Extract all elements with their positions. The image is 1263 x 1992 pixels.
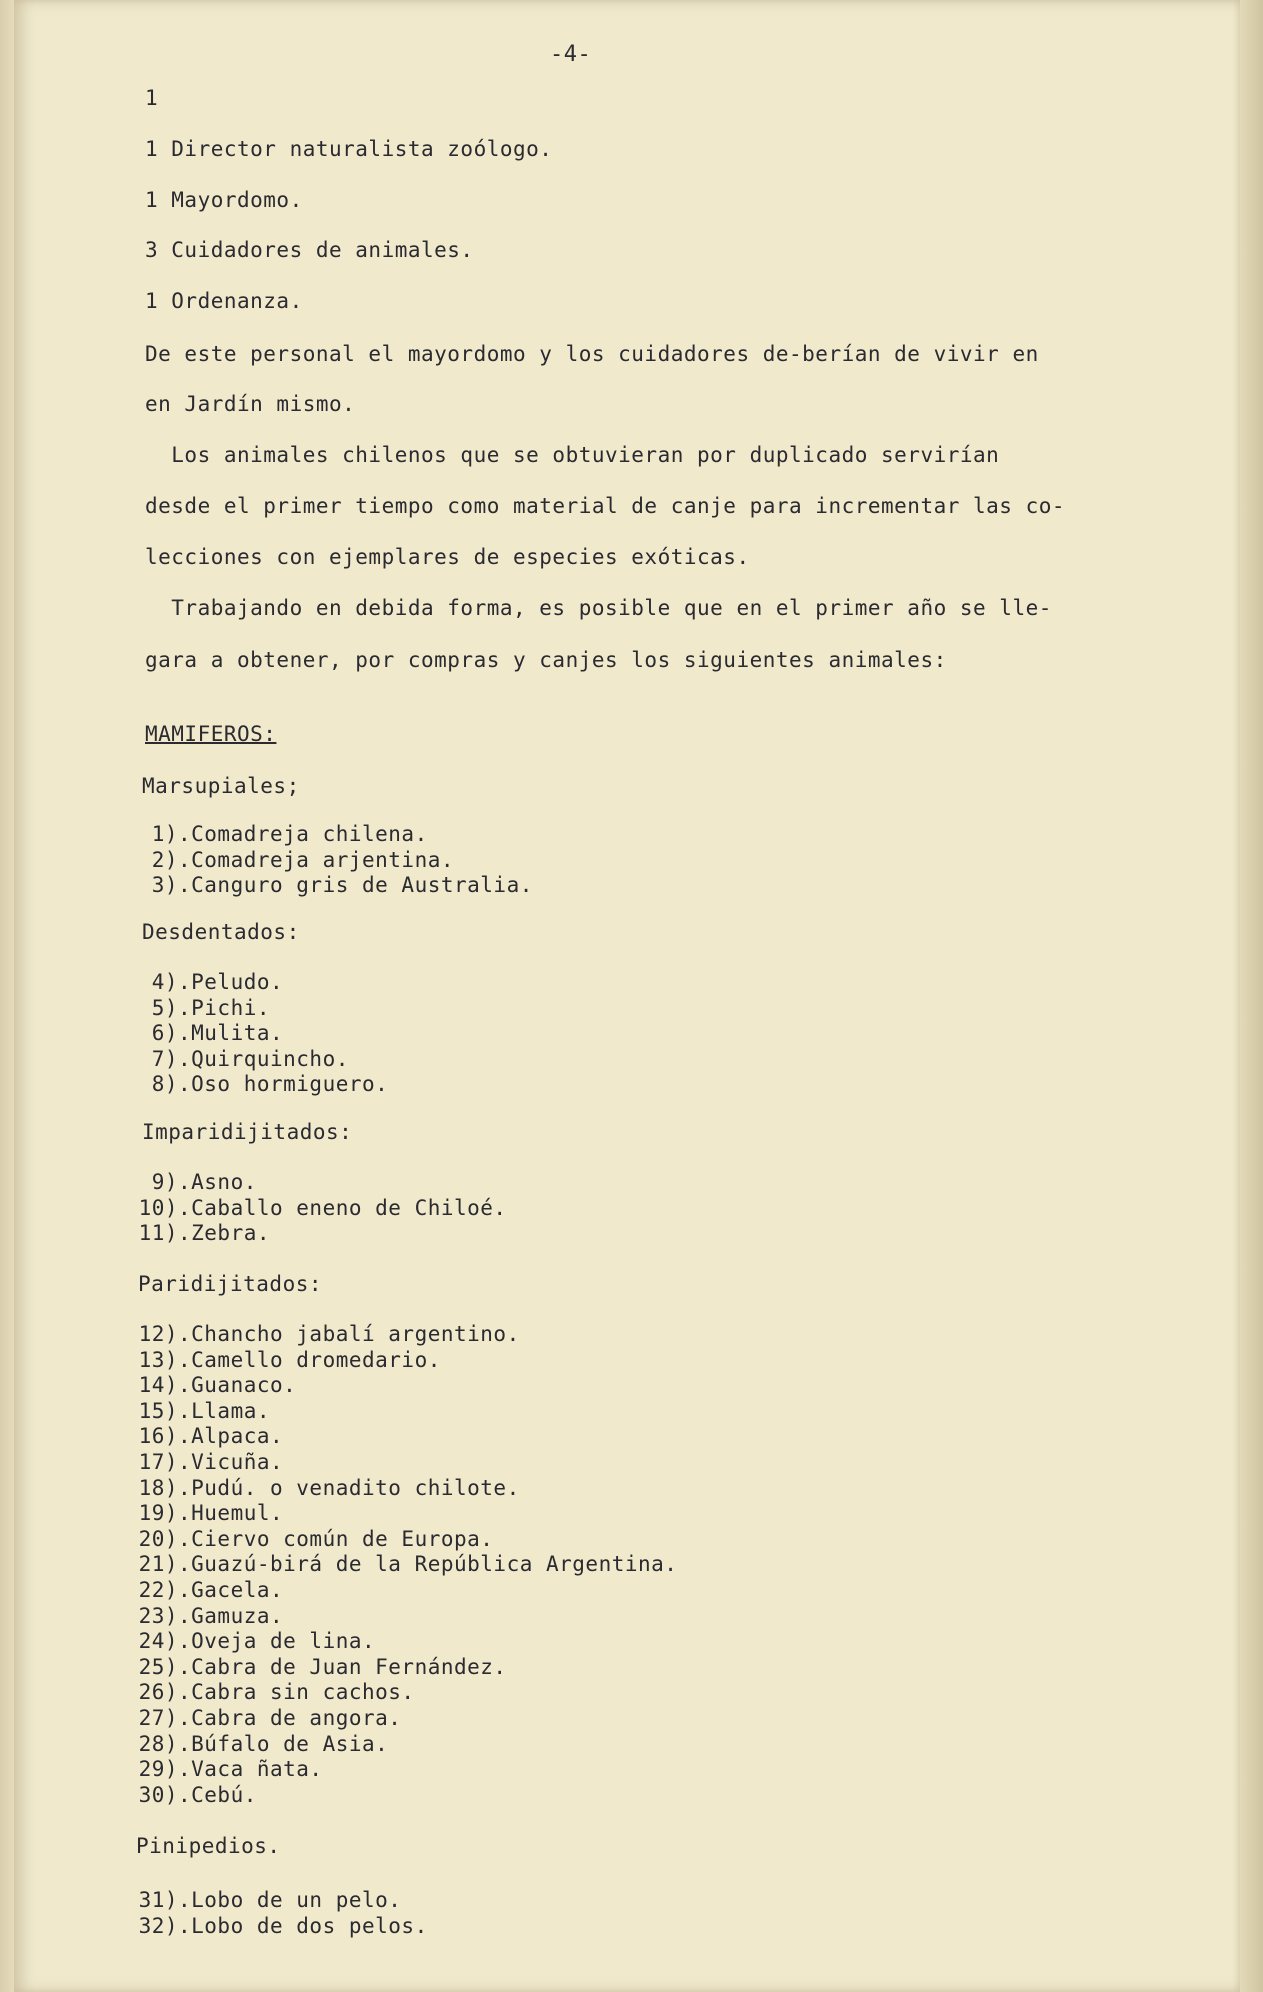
animal-list — [110, 970, 388, 1098]
section-heading: MAMIFEROS: — [145, 722, 277, 746]
item-number: 14) — [138, 1373, 178, 1398]
paragraph-line: lecciones con ejemplares de especies exóticas. — [145, 545, 750, 569]
item-name: .Búfalo de Asia. — [178, 1731, 389, 1756]
page-right-edge — [1240, 0, 1263, 1992]
item-number: 13) — [138, 1347, 178, 1372]
animal-list — [110, 1322, 677, 1808]
item-number: 23) — [138, 1603, 178, 1628]
staff-line: 1 — [145, 86, 159, 110]
item-number: 9) — [151, 1170, 178, 1194]
item-number: 8) — [151, 1072, 178, 1097]
list-item — [110, 1501, 677, 1527]
item-name: .Zebra. — [178, 1221, 271, 1246]
animal-list — [110, 1170, 507, 1247]
list-item — [110, 1348, 677, 1374]
item-name: .Oveja de lina. — [178, 1629, 376, 1654]
item-number: 6) — [151, 1021, 178, 1046]
item-name: .Oso hormiguero. — [178, 1072, 389, 1097]
item-number: 2) — [151, 847, 178, 872]
list-item — [110, 1578, 677, 1604]
item-name: .Gamuza. — [178, 1603, 284, 1628]
list-item — [110, 1373, 677, 1399]
list-item — [110, 1399, 677, 1425]
list-item — [110, 1322, 677, 1348]
list-item — [110, 873, 533, 899]
group-title: Desdentados: — [142, 920, 300, 944]
item-name: .Guazú-birá de la República Argentina. — [178, 1552, 678, 1577]
group-title: Imparidijitados: — [142, 1120, 353, 1144]
item-number: 27) — [138, 1705, 178, 1730]
item-number: 12) — [138, 1322, 178, 1346]
list-item — [110, 1706, 677, 1732]
list-item — [110, 1757, 677, 1783]
list-item — [110, 1072, 388, 1098]
item-number: 10) — [138, 1195, 178, 1220]
list-item — [110, 1170, 507, 1196]
item-name: .Quirquincho. — [178, 1046, 349, 1071]
item-name: .Pichi. — [178, 995, 271, 1020]
item-number: 30) — [138, 1782, 178, 1807]
item-number: 19) — [138, 1501, 178, 1526]
item-name: .Comadreja arjentina. — [178, 847, 455, 872]
list-item — [110, 1680, 677, 1706]
item-number: 4) — [151, 970, 178, 994]
item-number: 17) — [138, 1449, 178, 1474]
list-item — [110, 1196, 507, 1222]
list-item — [110, 1914, 428, 1940]
item-number: 7) — [151, 1046, 178, 1071]
item-name: .Asno. — [178, 1170, 257, 1194]
paragraph-line: Trabajando en debida forma, es posible que en el primer año se lle- — [145, 596, 1052, 620]
item-number: 29) — [138, 1757, 178, 1782]
item-name: .Gacela. — [178, 1577, 284, 1602]
item-name: .Comadreja chilena. — [178, 822, 428, 846]
item-number: 11) — [138, 1221, 178, 1246]
item-name: .Lobo de un pelo. — [178, 1888, 402, 1912]
item-number: 26) — [138, 1680, 178, 1705]
item-name: .Cabra de angora. — [178, 1705, 402, 1730]
list-item — [110, 1732, 677, 1758]
item-name: .Caballo eneno de Chiloé. — [178, 1195, 507, 1220]
list-item — [110, 970, 388, 996]
list-item — [110, 1604, 677, 1630]
item-number: 22) — [138, 1577, 178, 1602]
list-item — [110, 1047, 388, 1073]
item-number: 20) — [138, 1526, 178, 1551]
paragraph-line: desde el primer tiempo como material de canje para incrementar las co- — [145, 494, 1066, 518]
staff-line: 1 Director naturalista zoólogo. — [145, 137, 553, 161]
paragraph-line: De este personal el mayordomo y los cuidadores de-berían de vivir en — [145, 342, 1039, 366]
page-left-edge — [0, 0, 14, 1992]
item-name: .Guanaco. — [178, 1373, 297, 1398]
page-number: -4- — [550, 42, 592, 67]
item-number: 1) — [151, 822, 178, 846]
list-item — [110, 1527, 677, 1553]
item-number: 24) — [138, 1629, 178, 1654]
list-item — [110, 1552, 677, 1578]
list-item — [110, 1424, 677, 1450]
item-name: .Alpaca. — [178, 1424, 284, 1449]
item-name: .Cabra de Juan Fernández. — [178, 1654, 507, 1679]
item-name: .Ciervo común de Europa. — [178, 1526, 494, 1551]
item-number: 16) — [138, 1424, 178, 1449]
item-name: .Chancho jabalí argentino. — [178, 1322, 520, 1346]
item-name: .Vaca ñata. — [178, 1757, 323, 1782]
item-name: .Lobo de dos pelos. — [178, 1913, 428, 1938]
item-number: 15) — [138, 1398, 178, 1423]
animal-list — [110, 822, 533, 899]
animal-list — [110, 1888, 428, 1939]
list-item — [110, 1021, 388, 1047]
item-number: 28) — [138, 1731, 178, 1756]
staff-line: 1 Ordenanza. — [145, 289, 303, 313]
list-item — [110, 848, 533, 874]
list-item — [110, 822, 533, 848]
item-name: .Camello dromedario. — [178, 1347, 441, 1372]
list-item — [110, 1888, 428, 1914]
item-number: 21) — [138, 1552, 178, 1577]
item-number: 18) — [138, 1475, 178, 1500]
list-item — [110, 1629, 677, 1655]
item-number: 32) — [138, 1913, 178, 1938]
item-name: .Peludo. — [178, 970, 284, 994]
item-name: .Mulita. — [178, 1021, 284, 1046]
paragraph-line: Los animales chilenos que se obtuvieran por duplicado servirían — [145, 443, 1000, 467]
staff-line: 1 Mayordomo. — [145, 188, 303, 212]
staff-line: 3 Cuidadores de animales. — [145, 238, 474, 262]
item-number: 3) — [151, 873, 178, 898]
item-number: 31) — [138, 1888, 178, 1912]
item-name: .Huemul. — [178, 1501, 284, 1526]
item-name: .Vicuña. — [178, 1449, 284, 1474]
list-item — [110, 1450, 677, 1476]
item-name: .Cabra sin cachos. — [178, 1680, 415, 1705]
item-number: 5) — [151, 995, 178, 1020]
item-name: .Canguro gris de Australia. — [178, 873, 533, 898]
list-item — [110, 1221, 507, 1247]
item-name: .Pudú. o venadito chilote. — [178, 1475, 520, 1500]
group-title: Marsupiales; — [142, 774, 300, 798]
item-number: 25) — [138, 1654, 178, 1679]
list-item — [110, 996, 388, 1022]
group-title: Pinipedios. — [136, 1834, 281, 1858]
list-item — [110, 1476, 677, 1502]
list-item — [110, 1655, 677, 1681]
list-item — [110, 1783, 677, 1809]
item-name: .Llama. — [178, 1398, 271, 1423]
item-name: .Cebú. — [178, 1782, 257, 1807]
group-title: Paridijitados: — [138, 1272, 323, 1296]
paragraph-line: en Jardín mismo. — [145, 392, 356, 416]
paragraph-line: gara a obtener, por compras y canjes los siguientes animales: — [145, 648, 947, 672]
